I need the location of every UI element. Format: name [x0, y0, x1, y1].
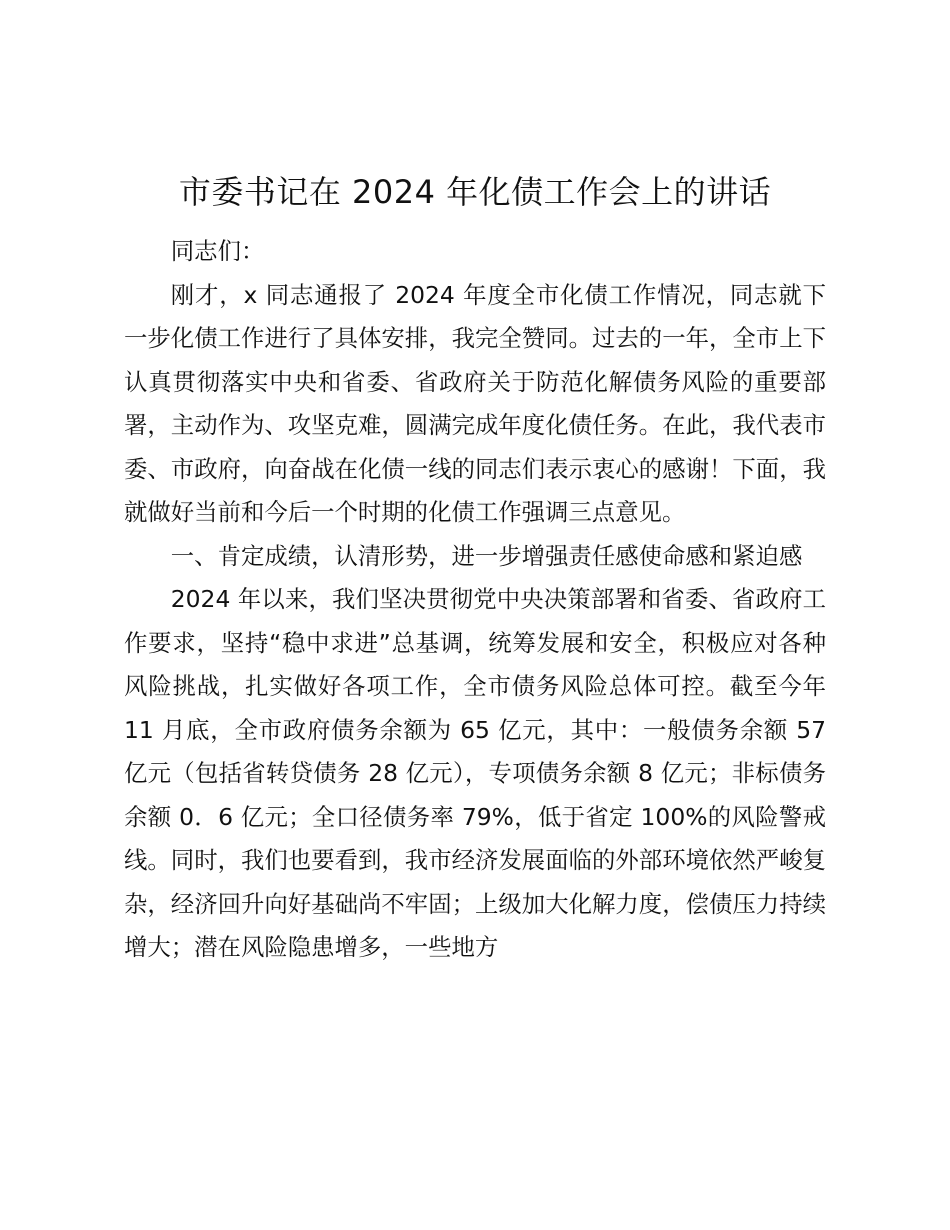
- salutation: 同志们：: [170, 237, 265, 265]
- document-page: [124, 168, 826, 970]
- paragraph-debt-status: 2024 年以来，我们坚决贯彻党中央决策部署和省委、省政府工作要求，坚持“稳中求进”总基调，统筹发展和安全，积极应对各种风险挑战，扎实做好各项工作，全市债务风险总体可控。截至今年 11 月底，全市政府债务余额为 65 亿元，其中：一般债务余额 57 亿元（包括省转贷债务 28 亿元），专项债务余额 8 亿元；非标债务余额 0．6 亿元；全口径债务率 79%，低于省定 100%的风险警戒线。同时，我们也要看到，我市经济发展面临的外部环境依然严峻复杂，经济回升向好基础尚不牢固；上级加大化解力度，偿债压力持续增大；潜在风险隐患增多，一些地方: [124, 585, 826, 961]
- document-title: 市委书记在 2024 年化债工作会上的讲话: [178, 173, 772, 211]
- document-body: [124, 230, 826, 970]
- section-heading-1: 一、肯定成绩，认清形势，进一步增强责任感使命感和紧迫感: [170, 541, 803, 570]
- paragraph-opening: 刚才，x 同志通报了 2024 年度全市化债工作情况，同志就下一步化债工作进行了具体安排，我完全赞同。过去的一年，全市上下认真贯彻落实中央和省委、省政府关于防范化解债务风险的重要部署，主动作为、攻坚克难，圆满完成年度化债任务。在此，我代表市委、市政府，向奋战在化债一线的同志们表示衷心的感谢！下面，我就做好当前和今后一个时期的化债工作强调三点意见。: [124, 280, 826, 526]
